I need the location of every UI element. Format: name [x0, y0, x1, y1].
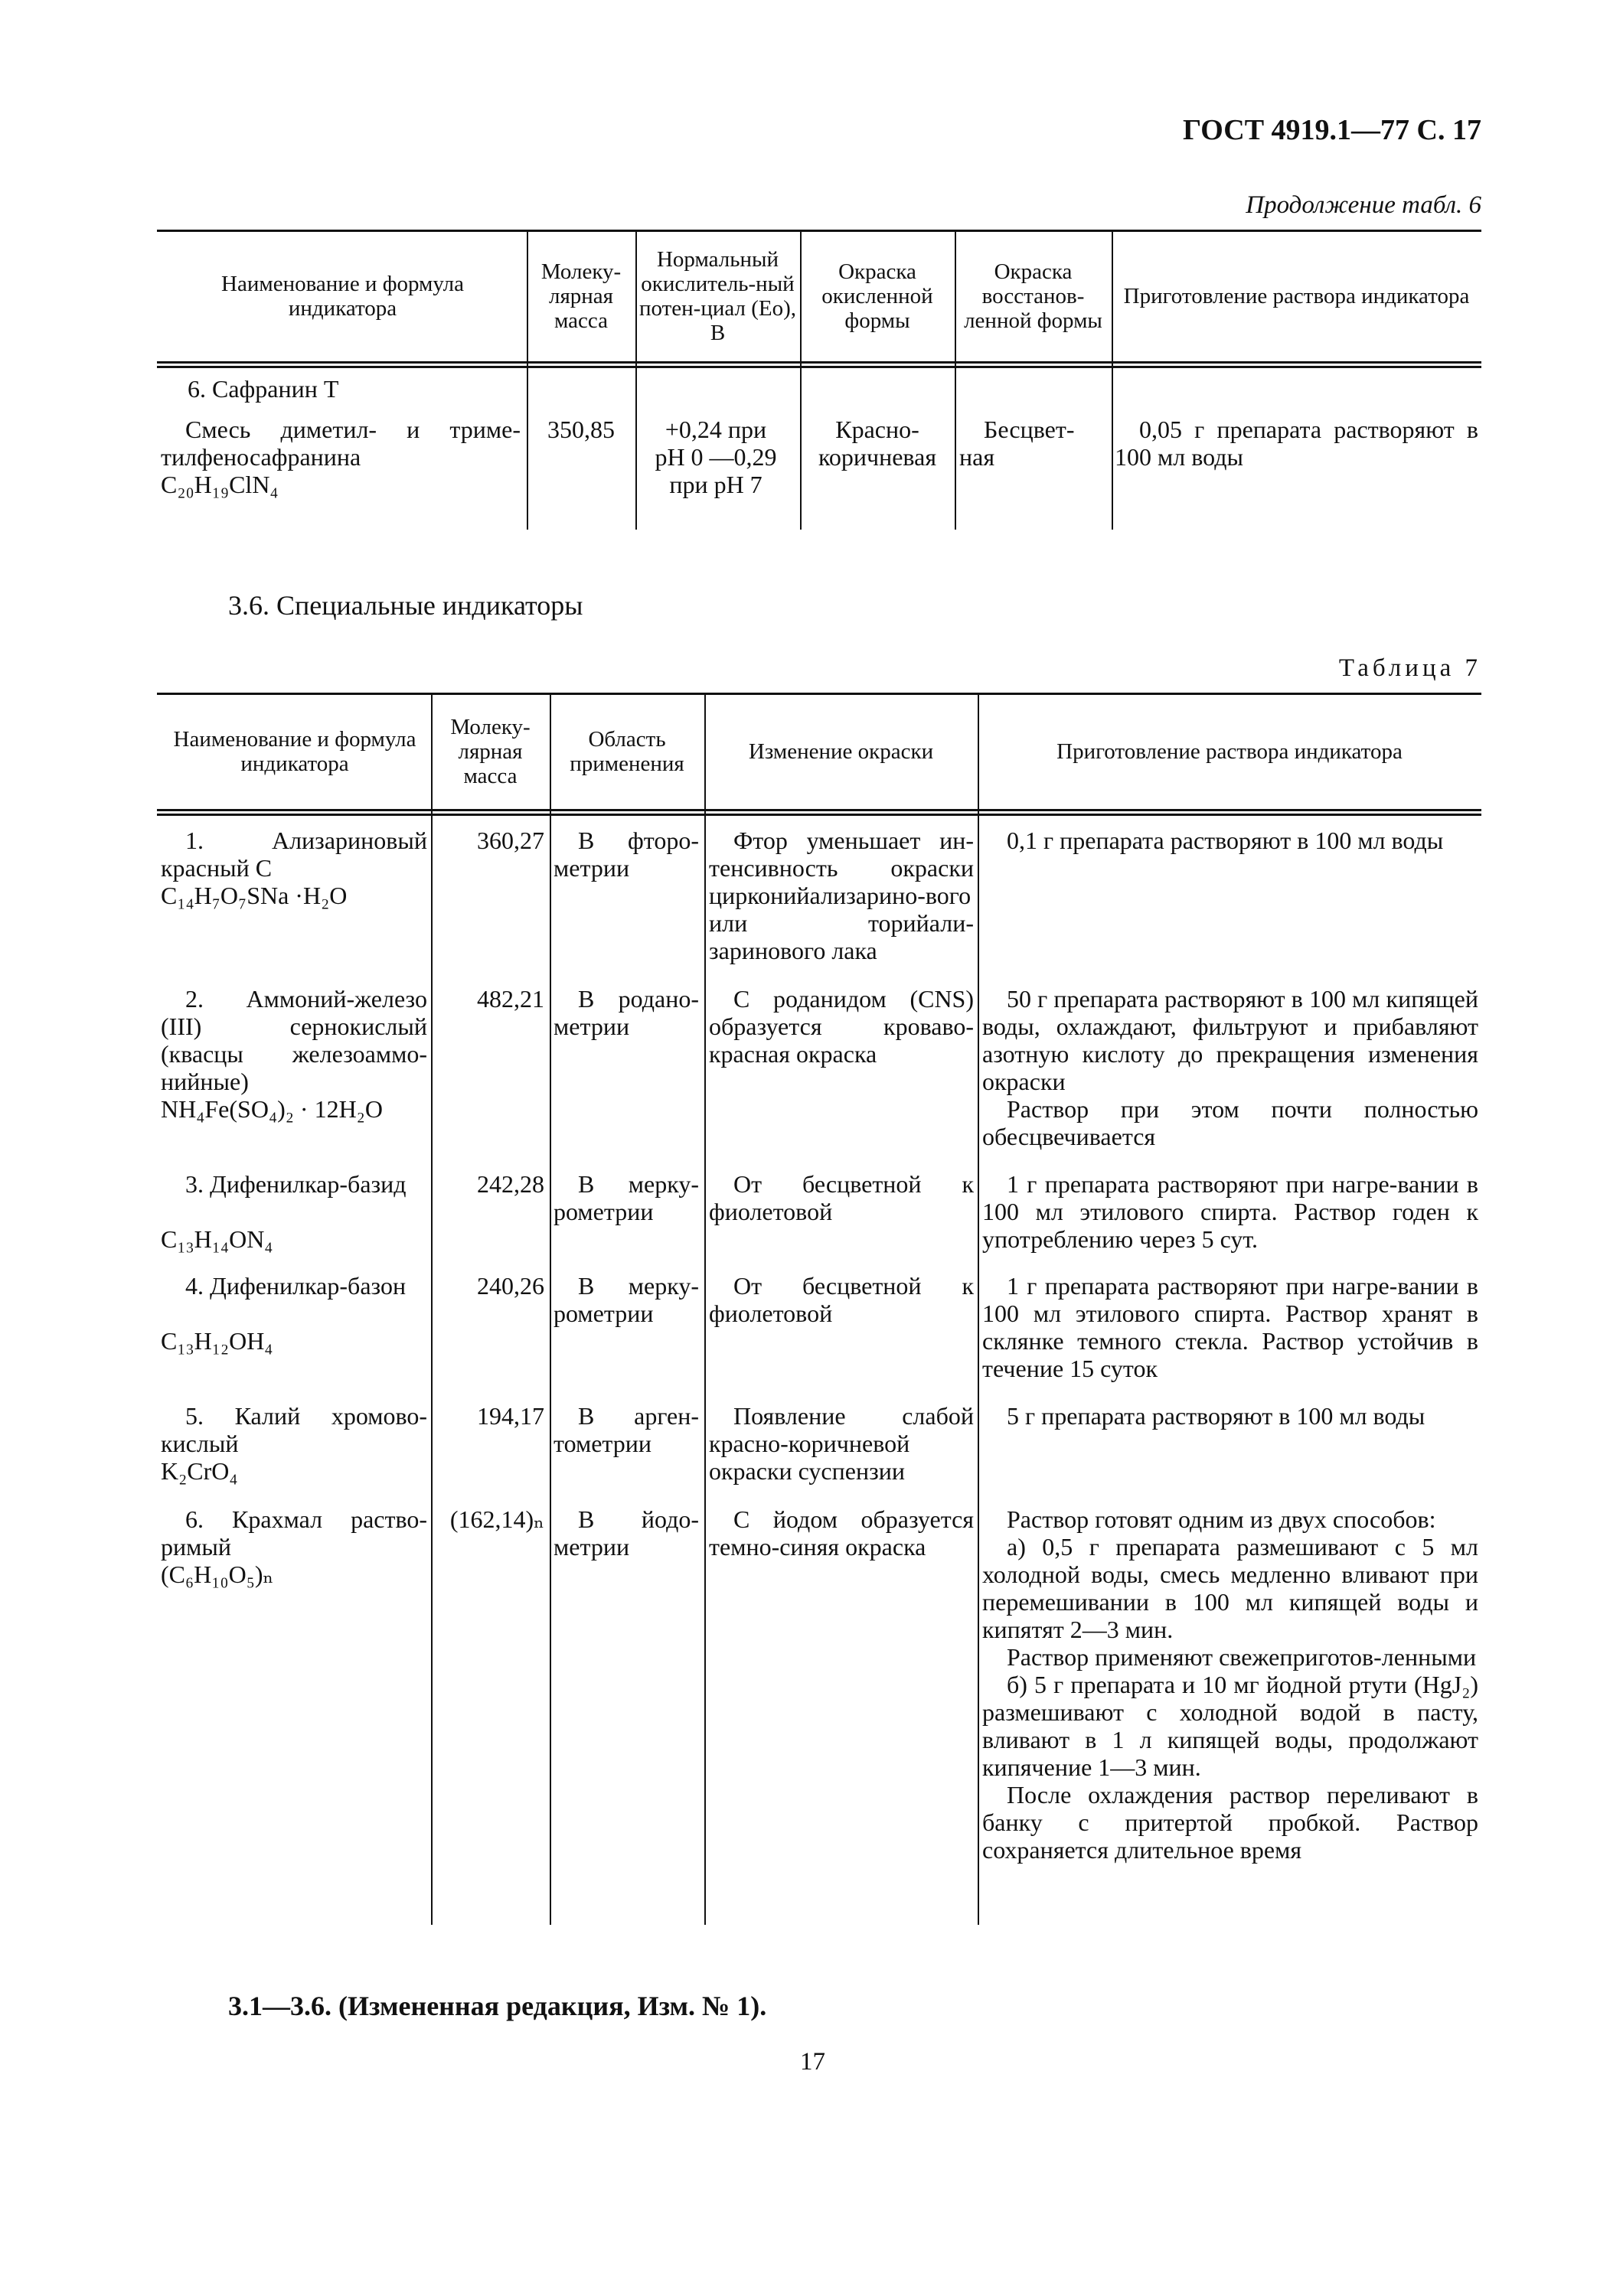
column-header: Наименование и формула индикатора — [173, 727, 416, 776]
color-change: От бесцветной к фиолетовой — [709, 1170, 974, 1225]
color-change: С йодом образуется темно-синяя окраска — [709, 1505, 974, 1561]
preparation-paragraph: б) 5 г препарата и 10 мг йодной ртути (HgJ₂) размешивают с холодной водой в пасту, вливают в 1 л кипящей воды, продолжают кипячение 1—3 мин. — [982, 1671, 1478, 1781]
column-header: Молеку-лярная масса — [450, 715, 531, 788]
molecular-mass: 350,85 — [547, 416, 615, 443]
divider — [955, 230, 956, 530]
column-header: Приготовление раствора индикатора — [1123, 284, 1470, 308]
divider — [800, 230, 802, 530]
preparation-paragraph: Раствор применяют свежеприготов-ленными — [1007, 1643, 1477, 1671]
molecular-mass: 242,28 — [477, 1170, 544, 1198]
divider — [550, 693, 551, 1925]
divider — [978, 693, 979, 1925]
indicator-name: 1. Ализариновый красный С — [161, 827, 427, 882]
indicator-formula: C₁₄H₇O₇SNa ·H₂O — [161, 882, 348, 909]
application-area: В арген-тометрии — [554, 1402, 699, 1457]
amendment-note-text: 3.1—3.6. (Измененная редакция, Изм. № 1). — [228, 1991, 767, 2021]
color-change: С роданидом (CNS) образуется кроваво-красная окраска — [709, 985, 974, 1068]
preparation-paragraph: 1 г препарата растворяют при нагре-вании в 100 мл этилового спирта. Раствор годен к употреблению через 5 сут. — [982, 1170, 1478, 1253]
indicator-name: 6. Крахмал раство-римый — [161, 1505, 427, 1561]
indicator-name: 4. Дифенилкар-базон — [185, 1272, 407, 1300]
color-change: Появление слабой красно-коричневой окраски суспензии — [709, 1402, 974, 1485]
application-area: В йодо-метрии — [554, 1505, 699, 1561]
preparation-paragraph: 5 г препарата растворяют в 100 мл воды — [1007, 1402, 1425, 1430]
page-header: ГОСТ 4919.1—77 С. 17 — [1183, 114, 1481, 146]
preparation — [982, 1272, 1478, 1382]
preparation-paragraph: После охлаждения раствор переливают в банку с притертой пробкой. Раствор сохраняется длительное время — [982, 1781, 1478, 1864]
indicator-formula: C₂₀H₁₉ClN₄ — [161, 471, 279, 498]
table-caption: Таблица 7 — [1338, 654, 1481, 682]
column-header: Молеку-лярная масса — [540, 259, 622, 333]
preparation — [982, 1402, 1478, 1430]
indicator-name: 2. Аммоний-железо (III) сернокислый (квасцы железоаммо-нийные) — [161, 985, 427, 1095]
molecular-mass: (162,14)ₙ — [449, 1505, 544, 1533]
divider — [431, 693, 433, 1925]
indicator-title: 6. Сафранин Т — [188, 375, 339, 403]
application-area: В мерку-рометрии — [554, 1272, 699, 1327]
preparation — [982, 1170, 1478, 1253]
application-area: В мерку-рометрии — [554, 1170, 699, 1225]
application-area: В родано-метрии — [554, 985, 699, 1040]
divider — [635, 230, 637, 530]
column-header: Нормальный окислитель-ный потен-циал (Eo), В — [638, 247, 797, 345]
oxidized-color: Красно-коричневая — [818, 416, 937, 471]
amendment-note — [228, 1990, 766, 2022]
preparation — [982, 985, 1478, 1150]
reduced-color: Бесцвет-ная — [959, 416, 1075, 471]
column-header: Область применения — [570, 727, 684, 776]
indicator-name: 3. Дифенилкар-базид — [185, 1170, 407, 1198]
preparation-paragraph: а) 0,5 г препарата размешивают с 5 мл холодной воды, смесь медленно вливают при перемешивании в 100 мл кипящей воды и кипятят 2—3 мин. — [982, 1533, 1478, 1643]
preparation-paragraph: 50 г препарата растворяют в 100 мл кипящей воды, охлаждают, фильтруют и прибавляют азотную кислоту до прекращения изменения окраски — [982, 985, 1478, 1095]
indicator-name: Смесь диметил- и триме-тилфеносафранина — [161, 416, 521, 471]
preparation: 0,05 г препарата растворяют в 100 мл воды — [1115, 416, 1478, 471]
section-heading: 3.6. Специальные индикаторы — [228, 590, 583, 621]
preparation-paragraph: 0,1 г препарата растворяют в 100 мл воды — [1007, 827, 1444, 854]
preparation — [982, 827, 1478, 854]
indicator-formula: NH₄Fe(SO₄)₂ · 12H₂O — [161, 1095, 383, 1123]
indicator-name: 5. Калий хромово-кислый — [161, 1402, 427, 1457]
column-header: Изменение окраски — [748, 739, 934, 764]
column-header: Окраска восстанов-ленной формы — [964, 259, 1102, 333]
preparation-paragraph: 1 г препарата растворяют при нагре-вании в 100 мл этилового спирта. Раствор хранят в склянке темного стекла. Раствор устойчив в течение 15 суток — [982, 1272, 1478, 1382]
column-header: Наименование и формула индикатора — [221, 272, 464, 321]
page-number: 17 — [800, 2048, 825, 2076]
divider — [527, 230, 528, 530]
molecular-mass: 240,26 — [477, 1272, 544, 1300]
divider — [1112, 230, 1113, 530]
indicator-formula: C₁₃H₁₄ON₄ — [161, 1225, 273, 1253]
indicator-formula: K₂CrO₄ — [161, 1457, 238, 1485]
divider — [157, 361, 1481, 368]
molecular-mass: 360,27 — [477, 827, 544, 854]
potential: +0,24 при pH 0 —0,29 при pH 7 — [655, 416, 777, 498]
application-area: В фторо-метрии — [554, 827, 699, 882]
indicator-formula: (C₆H₁₀O₅)ₙ — [161, 1561, 274, 1588]
preparation-paragraph: Раствор при этом почти полностью обесцвечивается — [982, 1095, 1478, 1150]
indicator-formula: C₁₃H₁₂OH₄ — [161, 1327, 273, 1355]
molecular-mass: 194,17 — [477, 1402, 544, 1430]
divider — [704, 693, 706, 1925]
divider — [157, 809, 1481, 816]
column-header: Приготовление раствора индикатора — [1056, 739, 1403, 764]
preparation-paragraph: Раствор готовят одним из двух способов: — [1007, 1505, 1436, 1533]
column-header: Окраска окисленной формы — [821, 259, 933, 333]
color-change: От бесцветной к фиолетовой — [709, 1272, 974, 1327]
table-continuation-label: Продолжение табл. 6 — [1246, 191, 1481, 219]
color-change: Фтор уменьшает ин-тенсивность окраски цирконийализарино-вого или торийали-заринового лака — [709, 827, 974, 964]
preparation — [982, 1505, 1478, 1864]
molecular-mass: 482,21 — [477, 985, 544, 1013]
